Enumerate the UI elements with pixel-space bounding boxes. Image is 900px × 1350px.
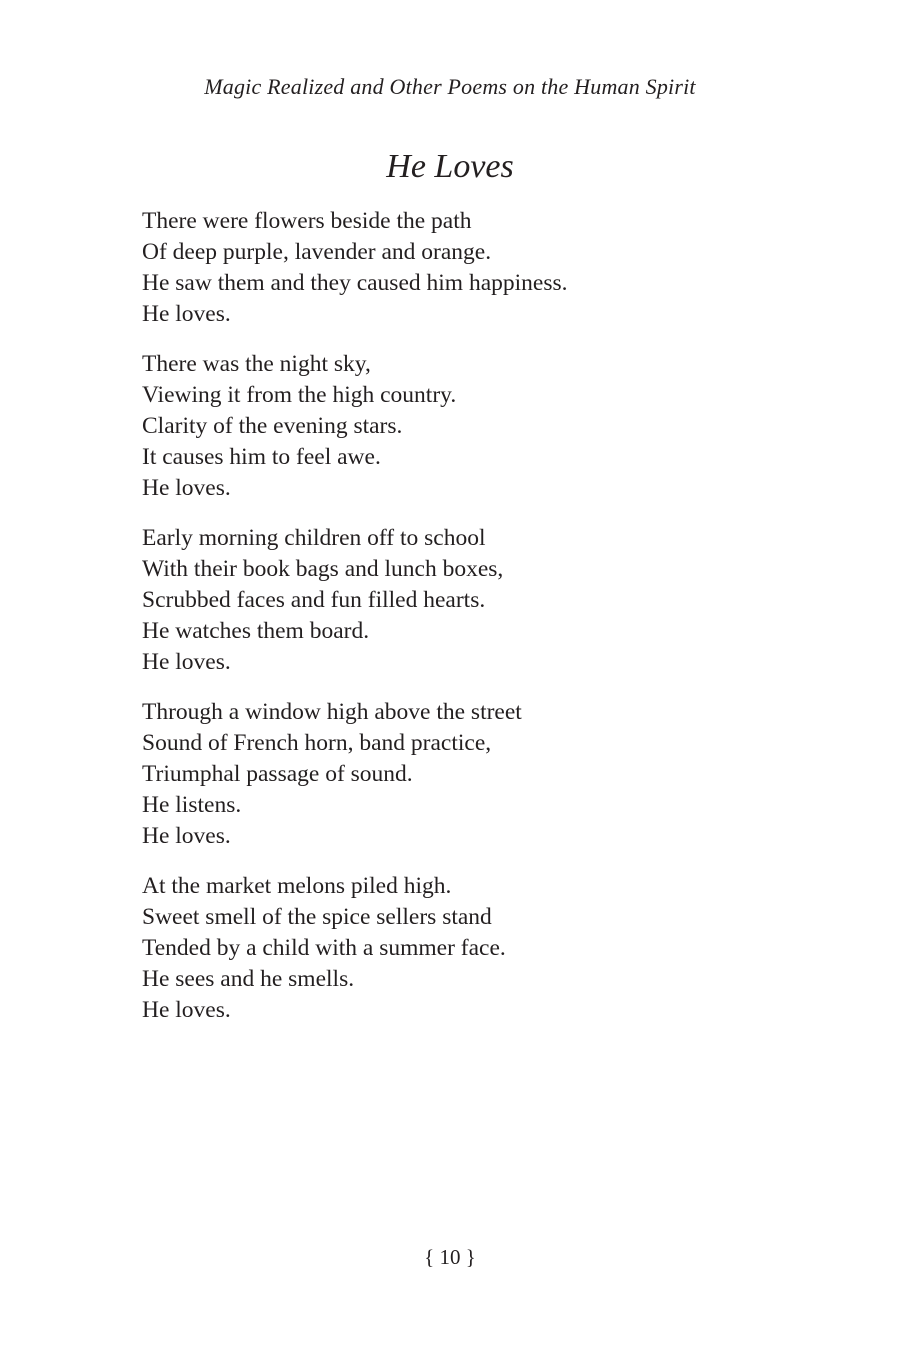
poem-line: He loves. (142, 301, 231, 327)
running-head: Magic Realized and Other Poems on the Human Spirit (204, 74, 696, 99)
poem-line: He loves. (142, 997, 231, 1023)
poem-line: He watches them board. (142, 618, 370, 644)
poem-title: He Loves (386, 148, 514, 185)
poem-line: He loves. (142, 475, 231, 501)
poem-line: Early morning children off to school (142, 525, 486, 551)
poem-line: At the market melons piled high. (142, 873, 452, 899)
stanza-5 (142, 871, 782, 1026)
poem-line: There was the night sky, (142, 351, 371, 377)
poem-line: Sweet smell of the spice sellers stand (142, 904, 492, 930)
stanza-4 (142, 697, 782, 852)
poem-line: There were flowers beside the path (142, 208, 472, 234)
poem-line: Clarity of the evening stars. (142, 413, 403, 439)
poem-body (142, 206, 782, 1045)
poem-line: Viewing it from the high country. (142, 382, 457, 408)
poem-line: Of deep purple, lavender and orange. (142, 239, 492, 265)
poem-line: Triumphal passage of sound. (142, 761, 413, 787)
poem-line: Tended by a child with a summer face. (142, 935, 506, 961)
stanza-3 (142, 523, 782, 678)
poem-line: It causes him to feel awe. (142, 444, 381, 470)
poem-line: He listens. (142, 792, 242, 818)
poem-line: Sound of French horn, band practice, (142, 730, 492, 756)
stanza-1 (142, 206, 782, 330)
poem-line: He loves. (142, 649, 231, 675)
stanza-2 (142, 349, 782, 504)
poem-line: He loves. (142, 823, 231, 849)
poem-line: Scrubbed faces and fun filled hearts. (142, 587, 486, 613)
page-number: { 10 } (424, 1245, 476, 1269)
poem-line: Through a window high above the street (142, 699, 522, 725)
poem-line: He sees and he smells. (142, 966, 355, 992)
poem-line: He saw them and they caused him happiness. (142, 270, 568, 296)
poem-line: With their book bags and lunch boxes, (142, 556, 504, 582)
